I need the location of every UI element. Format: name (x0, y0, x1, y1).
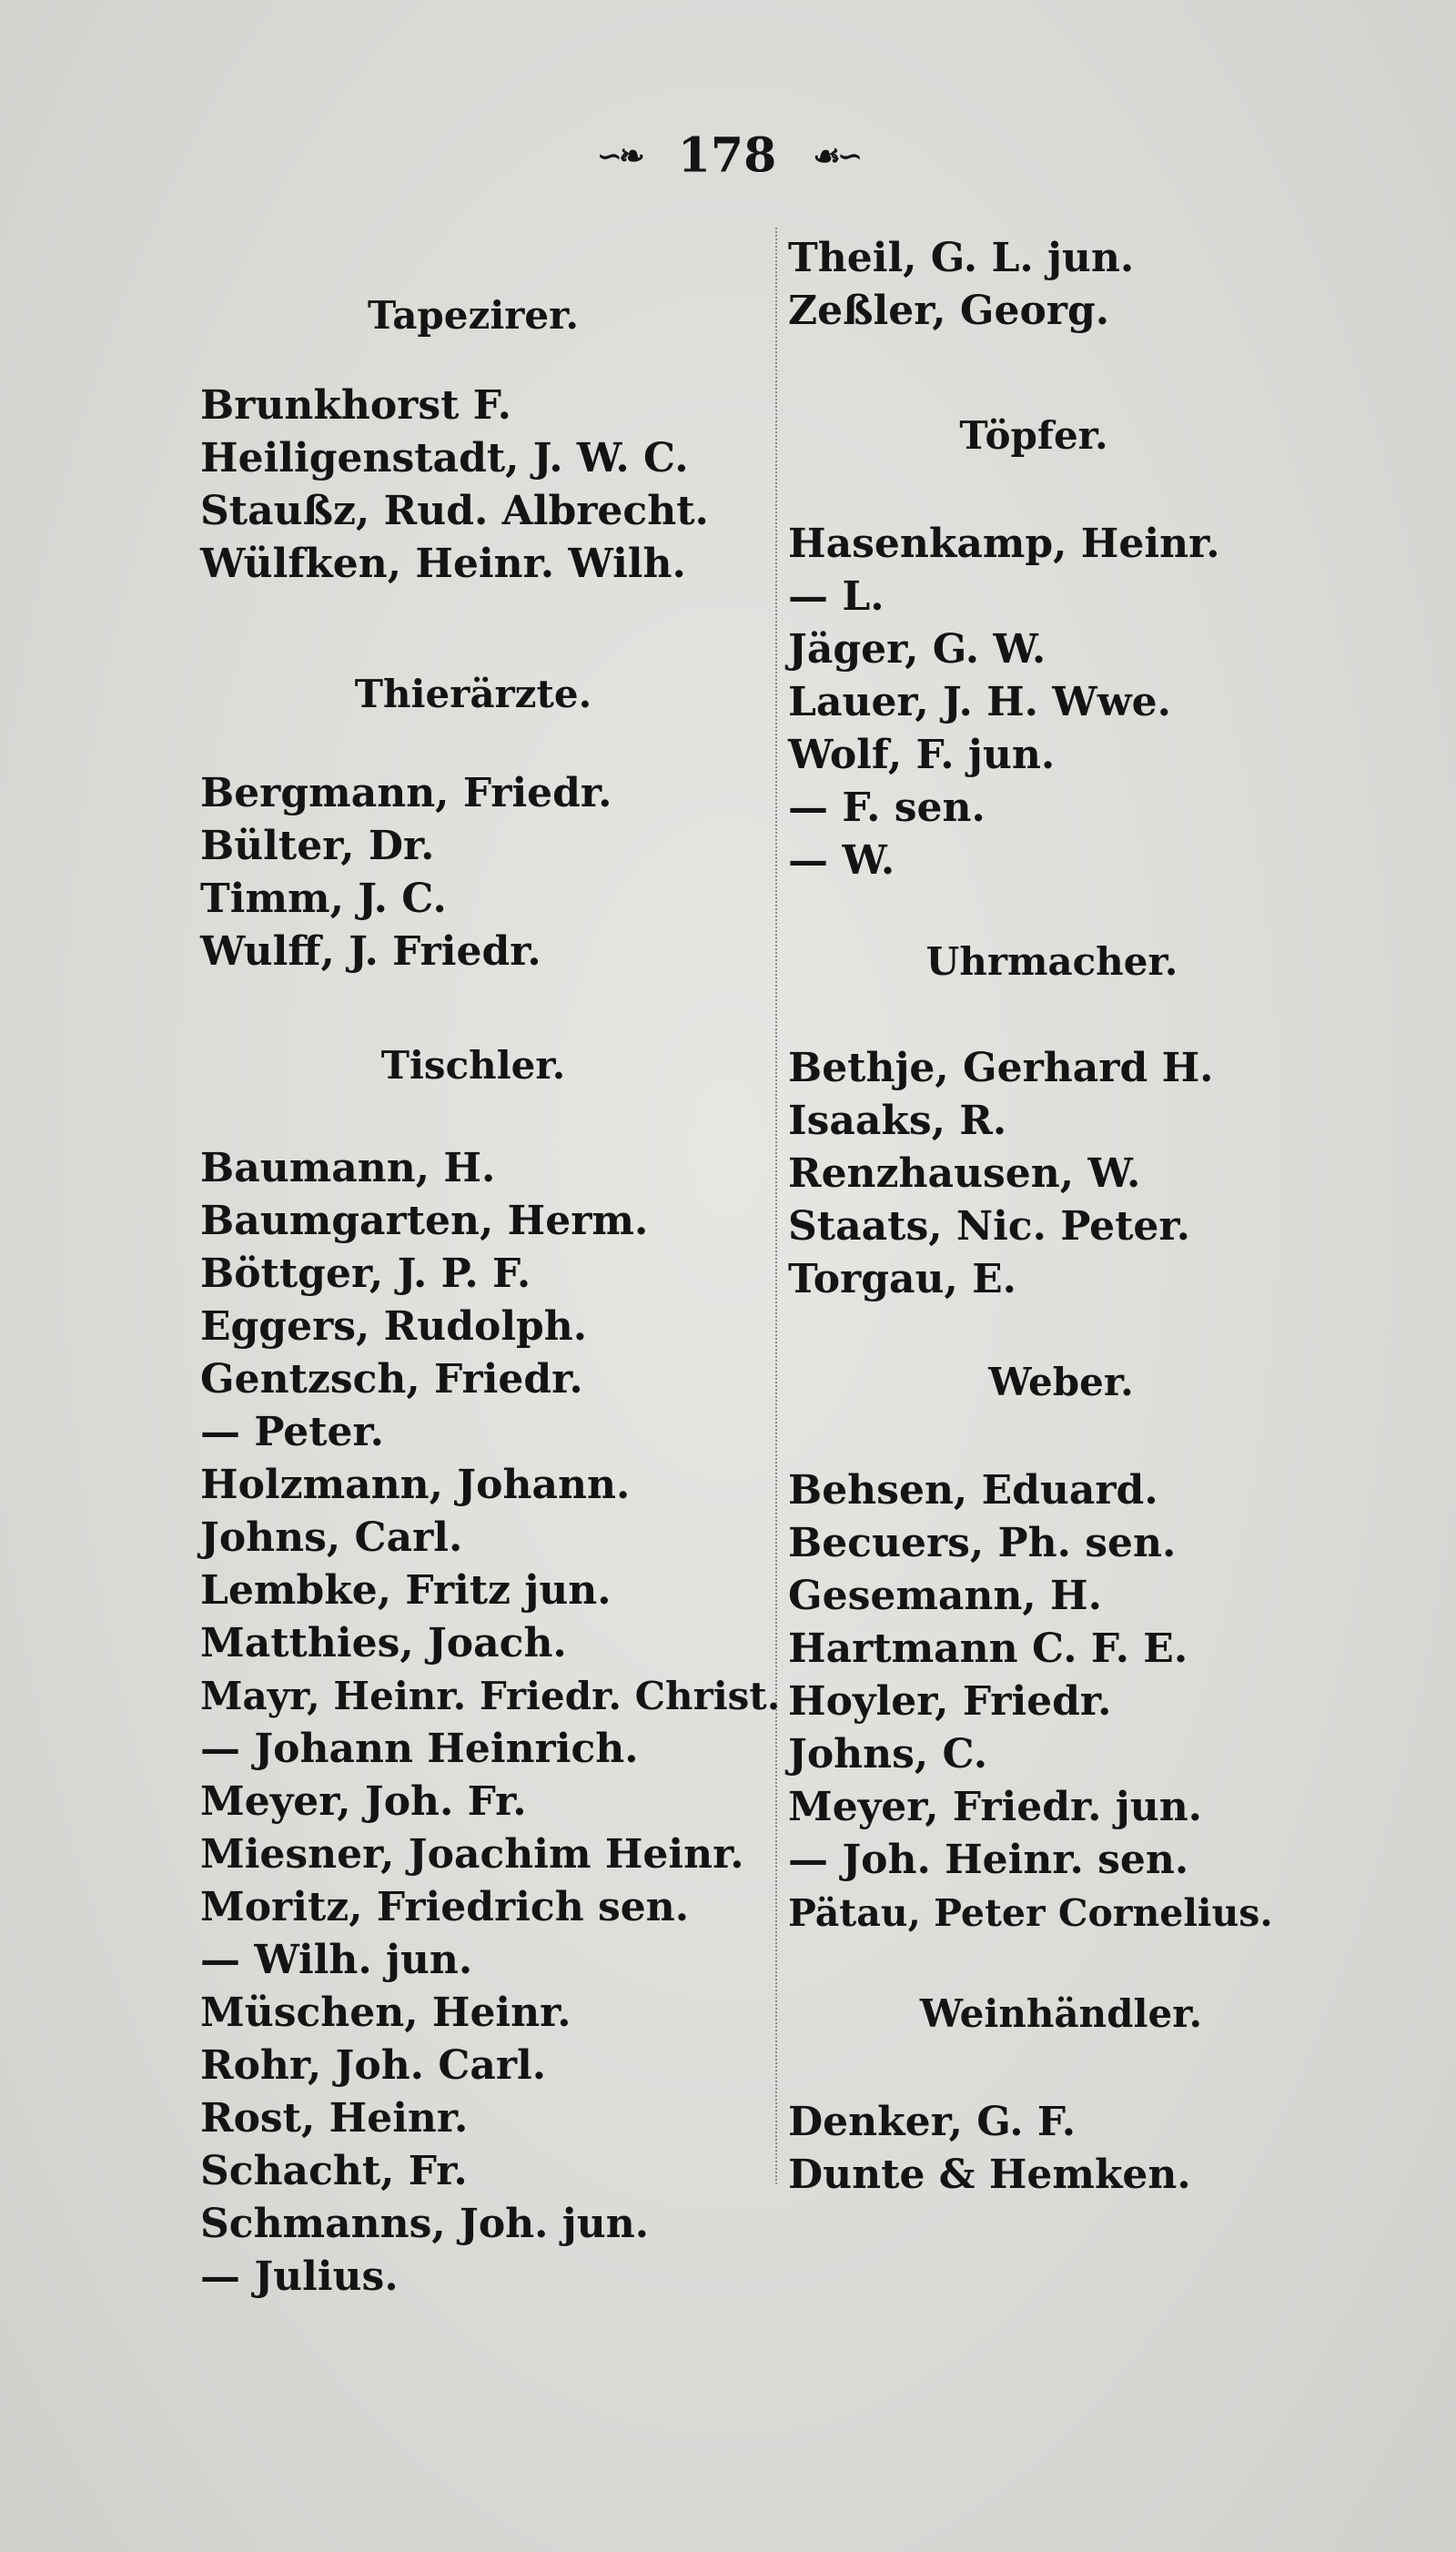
list-item: Gentzsch, Friedr. (200, 1356, 583, 1403)
list-item: — L. (788, 573, 885, 620)
list-item: — Wilh. jun. (200, 1937, 473, 1983)
column-divider (775, 228, 777, 2184)
list-item: — Julius. (200, 2253, 399, 2300)
page-number: 178 (677, 127, 777, 184)
list-item: — Joh. Heinr. sen. (788, 1837, 1189, 1883)
list-item: Timm, J. C. (200, 876, 447, 922)
list-item: Pätau, Peter Cornelius. (788, 1891, 1273, 1935)
list-item: Baumgarten, Herm. (200, 1198, 649, 1244)
list-item: Gesemann, H. (788, 1573, 1102, 1619)
list-item: Dunte & Hemken. (788, 2152, 1191, 2198)
list-item: Schmanns, Joh. jun. (200, 2201, 650, 2247)
section-heading-weber: Weber. (988, 1360, 1134, 1404)
list-item: Hoyler, Friedr. (788, 1678, 1112, 1725)
list-item: Meyer, Friedr. jun. (788, 1784, 1202, 1830)
list-item: Theil, G. L. jun. (788, 235, 1135, 281)
list-item: — Johann Heinrich. (200, 1726, 639, 1772)
list-item: Staußz, Rud. Albrecht. (200, 488, 709, 534)
list-item: — F. sen. (788, 785, 986, 831)
list-item: Isaaks, R. (788, 1098, 1007, 1144)
right-ornament-icon: ☙∽ (813, 137, 860, 175)
list-item: Heiligenstadt, J. W. C. (200, 435, 689, 481)
list-item: Jäger, G. W. (788, 626, 1046, 673)
list-item: Zeßler, Georg. (788, 288, 1110, 334)
list-item: Renzhausen, W. (788, 1150, 1141, 1197)
left-ornament-icon: ∽❧ (596, 137, 642, 175)
list-item: Johns, Carl. (200, 1514, 463, 1561)
list-item: Johns, C. (788, 1731, 988, 1777)
list-item: Wülfken, Heinr. Wilh. (200, 541, 686, 587)
list-item: Miesner, Joachim Heinr. (200, 1831, 744, 1878)
page-header (0, 126, 1456, 184)
section-heading-tischler: Tischler. (380, 1043, 566, 1088)
list-item: Müschen, Heinr. (200, 1990, 571, 2036)
list-item: — Peter. (200, 1409, 384, 1455)
list-item: Meyer, Joh. Fr. (200, 1778, 527, 1825)
list-item: Moritz, Friedrich sen. (200, 1884, 690, 1930)
list-item: Brunkhorst F. (200, 382, 511, 429)
list-item: Hartmann C. F. E. (788, 1625, 1188, 1672)
list-item: Denker, G. F. (788, 2099, 1077, 2145)
list-item: Eggers, Rudolph. (200, 1303, 588, 1350)
list-item: Bergmann, Friedr. (200, 770, 612, 816)
list-item: Baumann, H. (200, 1145, 496, 1191)
list-item: Rost, Heinr. (200, 2095, 469, 2142)
list-item: Torgau, E. (788, 1256, 1016, 1302)
list-item: Matthies, Joach. (200, 1620, 567, 1666)
section-heading-uhrmacher: Uhrmacher. (925, 939, 1178, 984)
list-item: Lauer, J. H. Wwe. (788, 679, 1171, 725)
list-item: Staats, Nic. Peter. (788, 1203, 1190, 1250)
list-item: Wulff, J. Friedr. (200, 928, 541, 975)
section-heading-thieraerzte: Thierärzte. (354, 672, 592, 716)
list-item: Schacht, Fr. (200, 2148, 468, 2194)
list-item: Böttger, J. P. F. (200, 1251, 531, 1297)
list-item: Behsen, Eduard. (788, 1467, 1158, 1514)
section-heading-weinhaendler: Weinhändler. (919, 1991, 1203, 2036)
list-item: Lembke, Fritz jun. (200, 1567, 612, 1614)
list-item: Rohr, Joh. Carl. (200, 2042, 547, 2089)
list-item: Bülter, Dr. (200, 823, 435, 869)
list-item: Mayr, Heinr. Friedr. Christ. (200, 1674, 781, 1718)
list-item: Holzmann, Johann. (200, 1462, 631, 1508)
list-item: — W. (788, 837, 895, 884)
list-item: Wolf, F. jun. (788, 732, 1056, 778)
list-item: Hasenkamp, Heinr. (788, 521, 1220, 567)
list-item: Becuers, Ph. sen. (788, 1520, 1177, 1566)
section-heading-tapezirer: Tapezirer. (367, 293, 580, 338)
list-item: Bethje, Gerhard H. (788, 1045, 1214, 1091)
section-heading-toepfer: Töpfer. (959, 413, 1108, 458)
